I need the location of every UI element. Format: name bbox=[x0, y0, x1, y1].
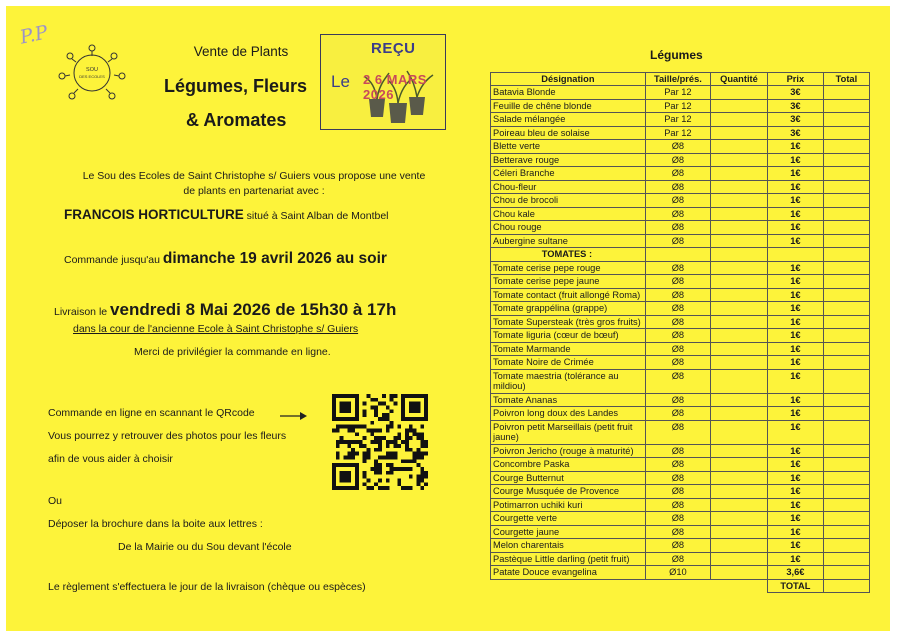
item-quantity[interactable] bbox=[711, 552, 768, 566]
item-quantity[interactable] bbox=[711, 471, 768, 485]
item-quantity[interactable] bbox=[711, 498, 768, 512]
delivery-line bbox=[54, 300, 396, 320]
item-size: Ø8 bbox=[645, 444, 710, 458]
item-name: Aubergine sultane bbox=[491, 234, 646, 248]
total-value-cell[interactable] bbox=[823, 579, 869, 593]
item-total[interactable] bbox=[823, 288, 869, 302]
table-row bbox=[491, 167, 870, 181]
item-quantity[interactable] bbox=[711, 407, 768, 421]
item-quantity[interactable] bbox=[711, 180, 768, 194]
help-text: afin de vous aider à choisir bbox=[48, 453, 173, 465]
item-name: Tomate cerise pepe jaune bbox=[491, 275, 646, 289]
item-total[interactable] bbox=[823, 342, 869, 356]
item-name: Courge Musquée de Provence bbox=[491, 485, 646, 499]
qr-instruction: Commande en ligne en scannant le QRcode bbox=[48, 407, 255, 419]
partner-name: FRANCOIS HORTICULTURE bbox=[64, 207, 244, 222]
table-row bbox=[491, 525, 870, 539]
item-price: 1€ bbox=[767, 140, 823, 154]
item-total[interactable] bbox=[823, 194, 869, 208]
item-total[interactable] bbox=[823, 99, 869, 113]
item-quantity[interactable] bbox=[711, 221, 768, 235]
flyer-sheet bbox=[6, 6, 890, 631]
payment-text: Le règlement s'effectuera le jour de la livraison (chèque ou espèces) bbox=[48, 581, 366, 593]
received-stamp bbox=[320, 34, 446, 130]
item-quantity[interactable] bbox=[711, 99, 768, 113]
item-price: 1€ bbox=[767, 458, 823, 472]
item-quantity[interactable] bbox=[711, 153, 768, 167]
item-total[interactable] bbox=[823, 552, 869, 566]
table-row bbox=[491, 207, 870, 221]
item-name: Chou de brocoli bbox=[491, 194, 646, 208]
item-price: 1€ bbox=[767, 539, 823, 553]
table-row bbox=[491, 329, 870, 343]
item-total[interactable] bbox=[823, 275, 869, 289]
item-quantity[interactable] bbox=[711, 315, 768, 329]
svg-text:SOU: SOU bbox=[86, 67, 98, 73]
table-row bbox=[491, 342, 870, 356]
item-size: Ø8 bbox=[645, 180, 710, 194]
qr-code[interactable] bbox=[332, 394, 428, 490]
item-total[interactable] bbox=[823, 113, 869, 127]
item-price: 1€ bbox=[767, 315, 823, 329]
total-row bbox=[491, 579, 870, 593]
item-total[interactable] bbox=[823, 329, 869, 343]
item-size: Ø8 bbox=[645, 369, 710, 393]
item-price: 1€ bbox=[767, 329, 823, 343]
item-price: 1€ bbox=[767, 207, 823, 221]
item-price: 1€ bbox=[767, 485, 823, 499]
table-row bbox=[491, 566, 870, 580]
table-row bbox=[491, 86, 870, 100]
item-name: Tomate Noire de Crimée bbox=[491, 356, 646, 370]
item-total[interactable] bbox=[823, 525, 869, 539]
stamp-received-label: REÇU bbox=[371, 40, 416, 57]
item-total[interactable] bbox=[823, 153, 869, 167]
item-quantity[interactable] bbox=[711, 167, 768, 181]
item-size: Ø8 bbox=[645, 234, 710, 248]
item-price: 1€ bbox=[767, 407, 823, 421]
table-row bbox=[491, 234, 870, 248]
item-total[interactable] bbox=[823, 302, 869, 316]
table-row bbox=[491, 420, 870, 444]
item-total[interactable] bbox=[823, 407, 869, 421]
table-row bbox=[491, 471, 870, 485]
item-quantity[interactable] bbox=[711, 566, 768, 580]
item-price: 1€ bbox=[767, 444, 823, 458]
item-size: Ø8 bbox=[645, 288, 710, 302]
item-name: Tomate liguria (cœur de bœuf) bbox=[491, 329, 646, 343]
item-size: Ø8 bbox=[645, 420, 710, 444]
deposit-text: Déposer la brochure dans la boite aux lettres : bbox=[48, 518, 263, 530]
item-size: Ø8 bbox=[645, 221, 710, 235]
item-total[interactable] bbox=[823, 356, 869, 370]
title-line-1: Légumes, Fleurs bbox=[164, 76, 308, 96]
item-total[interactable] bbox=[823, 539, 869, 553]
item-quantity[interactable] bbox=[711, 485, 768, 499]
item-total[interactable] bbox=[823, 458, 869, 472]
stamp-le: Le bbox=[331, 72, 350, 91]
item-total[interactable] bbox=[823, 86, 869, 100]
item-total[interactable] bbox=[823, 566, 869, 580]
item-name: Poivron long doux des Landes bbox=[491, 407, 646, 421]
item-name: Chou kale bbox=[491, 207, 646, 221]
item-size: Ø8 bbox=[645, 153, 710, 167]
item-quantity[interactable] bbox=[711, 126, 768, 140]
item-total[interactable] bbox=[823, 420, 869, 444]
table-row bbox=[491, 369, 870, 393]
section-label: TOMATES : bbox=[491, 248, 646, 262]
item-total[interactable] bbox=[823, 393, 869, 407]
deposit-location: De la Mairie ou du Sou devant l'école bbox=[118, 541, 292, 553]
table-title: Légumes bbox=[650, 48, 703, 62]
item-size: Ø8 bbox=[645, 302, 710, 316]
item-total[interactable] bbox=[823, 485, 869, 499]
or-text: Ou bbox=[48, 495, 63, 507]
item-total[interactable] bbox=[823, 207, 869, 221]
item-quantity[interactable] bbox=[711, 539, 768, 553]
item-price: 1€ bbox=[767, 498, 823, 512]
item-name: Tomate maestria (tolérance au mildiou) bbox=[491, 369, 646, 393]
item-price: 1€ bbox=[767, 261, 823, 275]
item-quantity[interactable] bbox=[711, 329, 768, 343]
intro-line-1: Le Sou des Ecoles de Saint Christophe s/ Guiers vous propose une vente bbox=[82, 170, 426, 182]
item-name: Tomate Ananas bbox=[491, 393, 646, 407]
item-quantity[interactable] bbox=[711, 420, 768, 444]
table-row bbox=[491, 140, 870, 154]
item-price: 1€ bbox=[767, 275, 823, 289]
item-total[interactable] bbox=[823, 221, 869, 235]
item-name: Melon charentais bbox=[491, 539, 646, 553]
item-price: 3€ bbox=[767, 99, 823, 113]
item-name: Potimarron uchiki kuri bbox=[491, 498, 646, 512]
col-size: Taille/prés. bbox=[645, 73, 710, 86]
item-total[interactable] bbox=[823, 471, 869, 485]
item-size: Par 12 bbox=[645, 86, 710, 100]
item-size: Ø8 bbox=[645, 512, 710, 526]
sale-heading: Vente de Plants bbox=[193, 44, 289, 59]
item-quantity[interactable] bbox=[711, 342, 768, 356]
item-quantity[interactable] bbox=[711, 369, 768, 393]
item-price: 1€ bbox=[767, 525, 823, 539]
item-total[interactable] bbox=[823, 369, 869, 393]
item-name: Betterave rouge bbox=[491, 153, 646, 167]
item-price: 3,6€ bbox=[767, 566, 823, 580]
item-price: 1€ bbox=[767, 356, 823, 370]
item-quantity[interactable] bbox=[711, 207, 768, 221]
item-size: Ø8 bbox=[645, 329, 710, 343]
item-price: 3€ bbox=[767, 113, 823, 127]
total-label: TOTAL bbox=[767, 579, 823, 593]
arrow-right-icon bbox=[280, 411, 308, 421]
table-row bbox=[491, 261, 870, 275]
order-deadline-prefix: Commande jusqu'au bbox=[64, 254, 163, 266]
table-body bbox=[491, 86, 870, 580]
item-quantity[interactable] bbox=[711, 234, 768, 248]
item-name: Poivron Jericho (rouge à maturité) bbox=[491, 444, 646, 458]
order-table bbox=[490, 72, 870, 593]
item-quantity[interactable] bbox=[711, 444, 768, 458]
title-line-2: & Aromates bbox=[186, 110, 287, 130]
item-quantity[interactable] bbox=[711, 393, 768, 407]
item-size: Ø8 bbox=[645, 552, 710, 566]
item-price: 3€ bbox=[767, 86, 823, 100]
item-name: Tomate cerise pepe rouge bbox=[491, 261, 646, 275]
item-quantity[interactable] bbox=[711, 275, 768, 289]
item-size: Ø8 bbox=[645, 356, 710, 370]
item-price: 1€ bbox=[767, 194, 823, 208]
item-quantity[interactable] bbox=[711, 356, 768, 370]
item-name: Tomate Supersteak (très gros fruits) bbox=[491, 315, 646, 329]
item-price: 1€ bbox=[767, 180, 823, 194]
item-name: Tomate Marmande bbox=[491, 342, 646, 356]
table-row bbox=[491, 126, 870, 140]
order-deadline bbox=[64, 250, 387, 268]
table-row bbox=[491, 194, 870, 208]
item-size: Ø8 bbox=[645, 525, 710, 539]
item-name: Céleri Branche bbox=[491, 167, 646, 181]
online-preference: Merci de privilégier la commande en ligne. bbox=[134, 346, 331, 358]
item-name: Blette verte bbox=[491, 140, 646, 154]
section-row bbox=[491, 248, 870, 262]
item-size: Ø8 bbox=[645, 315, 710, 329]
item-price: 1€ bbox=[767, 288, 823, 302]
col-designation: Désignation bbox=[491, 73, 646, 86]
table-row bbox=[491, 180, 870, 194]
item-name: Courgette jaune bbox=[491, 525, 646, 539]
item-quantity[interactable] bbox=[711, 140, 768, 154]
item-price: 1€ bbox=[767, 552, 823, 566]
item-total[interactable] bbox=[823, 498, 869, 512]
item-size: Ø8 bbox=[645, 342, 710, 356]
table-header bbox=[491, 73, 870, 86]
item-name: Poireau bleu de solaise bbox=[491, 126, 646, 140]
item-size: Ø8 bbox=[645, 140, 710, 154]
item-price: 1€ bbox=[767, 221, 823, 235]
item-quantity[interactable] bbox=[711, 512, 768, 526]
item-size: Ø10 bbox=[645, 566, 710, 580]
svg-text:DES ECOLES: DES ECOLES bbox=[79, 74, 105, 79]
item-size: Par 12 bbox=[645, 113, 710, 127]
item-price: 1€ bbox=[767, 369, 823, 393]
table-row bbox=[491, 356, 870, 370]
table-row bbox=[491, 99, 870, 113]
table-row bbox=[491, 552, 870, 566]
item-quantity[interactable] bbox=[711, 113, 768, 127]
table-row bbox=[491, 288, 870, 302]
item-name: Chou-fleur bbox=[491, 180, 646, 194]
item-price: 1€ bbox=[767, 512, 823, 526]
item-name: Feuille de chêne blonde bbox=[491, 99, 646, 113]
item-size: Ø8 bbox=[645, 275, 710, 289]
table-row bbox=[491, 221, 870, 235]
item-quantity[interactable] bbox=[711, 458, 768, 472]
item-name: Courge Butternut bbox=[491, 471, 646, 485]
table-row bbox=[491, 275, 870, 289]
table-row bbox=[491, 113, 870, 127]
item-total[interactable] bbox=[823, 261, 869, 275]
delivery-prefix: Livraison le bbox=[54, 306, 111, 318]
item-size: Par 12 bbox=[645, 99, 710, 113]
item-name: Pastèque Little darling (petit fruit) bbox=[491, 552, 646, 566]
item-size: Ø8 bbox=[645, 207, 710, 221]
item-name: Tomate grappélina (grappe) bbox=[491, 302, 646, 316]
item-quantity[interactable] bbox=[711, 288, 768, 302]
item-name: Batavia Blonde bbox=[491, 86, 646, 100]
item-size: Ø8 bbox=[645, 393, 710, 407]
table-row bbox=[491, 458, 870, 472]
item-price: 3€ bbox=[767, 126, 823, 140]
item-size: Ø8 bbox=[645, 167, 710, 181]
item-size: Ø8 bbox=[645, 458, 710, 472]
order-deadline-date: dimanche 19 avril 2026 au soir bbox=[162, 250, 387, 267]
item-quantity[interactable] bbox=[711, 302, 768, 316]
item-size: Ø8 bbox=[645, 498, 710, 512]
partner-location: situé à Saint Alban de Montbel bbox=[243, 210, 389, 222]
item-price: 1€ bbox=[767, 302, 823, 316]
item-name: Courgette verte bbox=[491, 512, 646, 526]
item-total[interactable] bbox=[823, 126, 869, 140]
intro-text bbox=[48, 169, 460, 199]
item-name: Tomate contact (fruit allongé Roma) bbox=[491, 288, 646, 302]
table-row bbox=[491, 407, 870, 421]
table-row bbox=[491, 153, 870, 167]
item-total[interactable] bbox=[823, 444, 869, 458]
item-price: 1€ bbox=[767, 393, 823, 407]
table-row bbox=[491, 539, 870, 553]
item-size: Par 12 bbox=[645, 126, 710, 140]
item-size: Ø8 bbox=[645, 194, 710, 208]
item-quantity[interactable] bbox=[711, 194, 768, 208]
item-total[interactable] bbox=[823, 180, 869, 194]
item-size: Ø8 bbox=[645, 407, 710, 421]
table-row bbox=[491, 393, 870, 407]
photos-text: Vous pourrez y retrouver des photos pour les fleurs bbox=[48, 430, 287, 442]
table-row bbox=[491, 498, 870, 512]
item-price: 1€ bbox=[767, 342, 823, 356]
item-name: Salade mélangée bbox=[491, 113, 646, 127]
col-quantity: Quantité bbox=[711, 73, 768, 86]
item-price: 1€ bbox=[767, 420, 823, 444]
table-row bbox=[491, 302, 870, 316]
stamp-date: 2 6 MARS 2026 bbox=[363, 72, 427, 102]
table-row bbox=[491, 315, 870, 329]
delivery-place: dans la cour de l'ancienne Ecole à Saint Christophe s/ Guiers bbox=[73, 323, 359, 335]
item-size: Ø8 bbox=[645, 471, 710, 485]
item-price: 1€ bbox=[767, 471, 823, 485]
item-price: 1€ bbox=[767, 153, 823, 167]
item-price: 1€ bbox=[767, 167, 823, 181]
table-row bbox=[491, 485, 870, 499]
item-quantity[interactable] bbox=[711, 525, 768, 539]
handwritten-initials: P.P bbox=[18, 21, 50, 49]
col-total: Total bbox=[823, 73, 869, 86]
col-price: Prix bbox=[767, 73, 823, 86]
item-total[interactable] bbox=[823, 234, 869, 248]
item-name: Concombre Paska bbox=[491, 458, 646, 472]
item-total[interactable] bbox=[823, 167, 869, 181]
item-name: Poivron petit Marseillais (petit fruit jaune) bbox=[491, 420, 646, 444]
item-quantity[interactable] bbox=[711, 86, 768, 100]
partner-line bbox=[64, 207, 389, 222]
item-size: Ø8 bbox=[645, 485, 710, 499]
intro-line-2: de plants en partenariat avec : bbox=[183, 185, 325, 197]
item-size: Ø8 bbox=[645, 261, 710, 275]
item-total[interactable] bbox=[823, 315, 869, 329]
item-total[interactable] bbox=[823, 512, 869, 526]
table-row bbox=[491, 512, 870, 526]
item-name: Chou rouge bbox=[491, 221, 646, 235]
item-quantity[interactable] bbox=[711, 261, 768, 275]
sou-des-ecoles-logo bbox=[52, 42, 132, 104]
item-total[interactable] bbox=[823, 140, 869, 154]
delivery-date: vendredi 8 Mai 2026 de 15h30 à 17h bbox=[110, 300, 397, 319]
item-name: Patate Douce evangelina bbox=[491, 566, 646, 580]
item-price: 1€ bbox=[767, 234, 823, 248]
table-row bbox=[491, 444, 870, 458]
item-size: Ø8 bbox=[645, 539, 710, 553]
